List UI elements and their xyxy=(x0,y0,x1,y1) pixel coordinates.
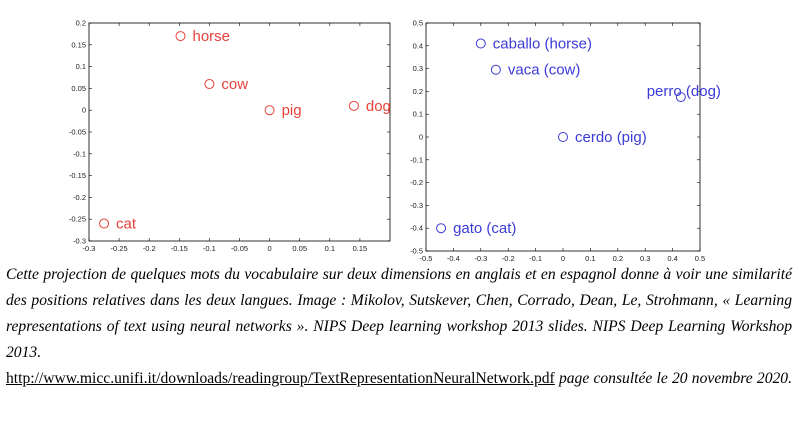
y-tick-label: -0.2 xyxy=(73,192,86,202)
y-tick-label: -0.4 xyxy=(410,223,423,233)
caption-text: Cette projection de quelques mots du vocabulaire sur deux dimensions en anglais et en espagnol donne à voir une similarité des positions relatives dans les deux langues. Image : Mikolov, Sutskever, Chen, Corrado, Dean, Le, Strohmann, « Learning representations of text using neural networks ». NIPS Deep learning workshop 2013 slides. NIPS Deep Learning Workshop 2013. xyxy=(6,266,792,361)
x-tick-label: 0.5 xyxy=(694,254,706,262)
x-tick-label: -0.05 xyxy=(230,244,249,253)
data-point xyxy=(559,133,568,142)
y-tick-label: 0.4 xyxy=(412,41,423,51)
y-tick-label: 0.05 xyxy=(71,83,86,93)
source-link[interactable]: http://www.micc.unifi.it/downloads/readingroup/TextRepresentationNeuralNetwork.pdf xyxy=(6,370,555,387)
x-tick-label: 0.1 xyxy=(585,254,596,262)
y-tick-label: 0.5 xyxy=(412,18,423,28)
y-tick-label: -0.25 xyxy=(68,214,86,224)
y-tick-label: -0.2 xyxy=(410,178,423,188)
x-tick-label: 0.4 xyxy=(667,254,678,262)
point-label: cerdo (pig) xyxy=(575,129,647,146)
y-tick-label: -0.5 xyxy=(410,246,423,256)
x-tick-label: -0.4 xyxy=(446,254,460,262)
y-tick-label: -0.3 xyxy=(410,200,423,210)
caption xyxy=(6,262,792,392)
source-line xyxy=(6,366,792,392)
spanish-scatter-chart xyxy=(410,19,721,263)
y-tick-label: 0.2 xyxy=(75,18,86,28)
data-point xyxy=(176,32,185,41)
plot-frame xyxy=(426,23,700,251)
x-tick-label: 0.1 xyxy=(324,244,336,253)
data-point xyxy=(205,80,214,89)
x-tick-label: 0.05 xyxy=(292,244,308,253)
data-point xyxy=(265,106,274,115)
x-tick-label: -0.1 xyxy=(202,244,216,253)
point-label: horse xyxy=(192,28,231,46)
x-tick-label: -0.25 xyxy=(110,244,128,253)
x-tick-label: -0.5 xyxy=(419,254,433,262)
plot-frame xyxy=(89,23,390,241)
y-tick-label: 0.1 xyxy=(412,109,423,119)
point-label: gato (cat) xyxy=(453,220,517,238)
y-tick-label: 0.3 xyxy=(412,64,423,74)
point-label: cat xyxy=(116,215,137,233)
y-tick-label: 0.15 xyxy=(71,40,86,50)
y-tick-label: 0.1 xyxy=(75,62,86,72)
y-tick-label: 0 xyxy=(418,132,423,142)
point-label: vaca (cow) xyxy=(507,61,581,79)
x-tick-label: -0.15 xyxy=(170,244,188,253)
y-tick-label: 0 xyxy=(81,105,86,115)
x-tick-label: -0.2 xyxy=(501,254,515,262)
x-tick-label: 0.15 xyxy=(352,244,368,253)
english-scatter-chart xyxy=(69,19,391,254)
x-tick-label: -0.3 xyxy=(82,244,96,253)
point-label: cow xyxy=(221,76,249,94)
x-tick-label: 0 xyxy=(267,244,272,253)
point-label: caballo (horse) xyxy=(492,35,593,53)
y-tick-label: -0.1 xyxy=(410,155,423,165)
x-tick-label: -0.3 xyxy=(474,254,488,262)
data-point xyxy=(476,39,485,48)
x-tick-label: 0.2 xyxy=(612,254,624,262)
y-tick-label: -0.05 xyxy=(68,127,86,137)
data-point xyxy=(100,219,109,228)
data-point xyxy=(349,101,358,110)
data-point xyxy=(437,224,446,233)
y-tick-label: -0.3 xyxy=(73,236,86,246)
consulted-date: page consultée le 20 novembre 2020. xyxy=(558,370,792,387)
point-label: perro (dog) xyxy=(646,83,721,101)
x-tick-label: -0.1 xyxy=(529,254,543,262)
x-tick-label: -0.2 xyxy=(142,244,156,253)
point-label: pig xyxy=(281,102,302,120)
point-label: dog xyxy=(365,97,391,115)
x-tick-label: 0 xyxy=(560,254,566,262)
data-point xyxy=(491,65,500,74)
y-tick-label: 0.2 xyxy=(412,86,423,96)
x-tick-label: 0.3 xyxy=(639,254,651,262)
y-tick-label: -0.15 xyxy=(68,171,86,181)
y-tick-label: -0.1 xyxy=(73,149,86,159)
